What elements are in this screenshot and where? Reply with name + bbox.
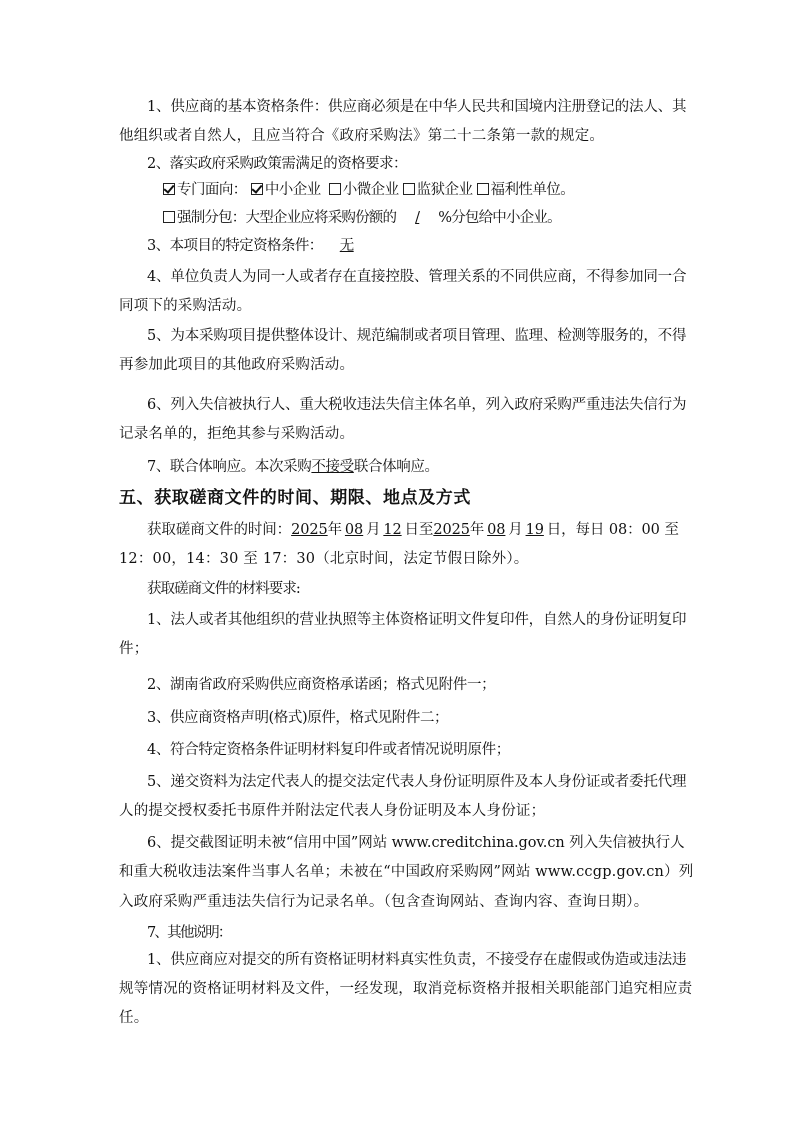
start-year: 2025 (291, 522, 328, 538)
micro-enterprise-label: 小微企业 (342, 182, 399, 198)
subcontract-suffix: %分包给中小企业。 (438, 210, 561, 226)
micro-enterprise-checkbox[interactable] (329, 183, 341, 195)
qual-item-6-line-1: 6、列入失信被执行人、重大税收违法失信主体名单，列入政府采购严重违法失信行为 (147, 397, 687, 413)
qual-item-5-line-2: 再参加此项目的其他政府采购活动。 (119, 357, 355, 373)
material-7-other: 7、其他说明： (147, 925, 231, 941)
qual-item-2: 2、落实政府采购政策需满足的资格要求： (147, 156, 408, 172)
subcontract-line (163, 208, 723, 228)
note-1-line-3: 任。 (119, 1010, 149, 1026)
daily-hours-text: 日，每日 08：00 至 (546, 522, 679, 538)
prison-enterprise-label: 监狱企业 (416, 182, 473, 198)
qual-item-7-prefix: 7、联合体响应。本次采购 (147, 459, 312, 475)
qual-item-1-line-2: 他组织或者自然人，且应当符合《政府采购法》第二十二条第一款的规定。 (119, 128, 605, 144)
material-6-line-3: 入政府采购严重违法失信行为记录名单。（包含查询网站、查询内容、查询日期）。 (119, 894, 649, 910)
welfare-unit-label: 福利性单位。 (490, 182, 575, 198)
material-1-line-2: 件； (119, 641, 149, 657)
qual-item-1-line-1: 1、供应商的基本资格条件：供应商必须是在中华人民共和国境内注册登记的法人、其 (147, 99, 687, 115)
qual-item-3 (147, 236, 707, 256)
subcontract-prefix: 强制分包：大型企业应将采购份额的 (177, 210, 397, 226)
material-5-line-2: 人的提交授权委托书原件并附法定代表人身份证明及本人身份证； (119, 803, 546, 819)
end-year: 2025 (433, 522, 470, 538)
material-6-line-2: 和重大税收违法案件当事人名单；未被在“中国政府采购网”网站 www.ccgp.gov.cn）列 (119, 864, 694, 880)
start-day: 12 (383, 522, 402, 538)
material-6-line-1: 6、提交截图证明未被“信用中国”网站 www.creditchina.gov.cn 列入失信被执行人 (147, 835, 685, 851)
sme-label: 中小企业 (264, 182, 321, 198)
end-day: 19 (525, 522, 544, 538)
qual-item-7 (147, 457, 707, 477)
qual-item-6-line-2: 记录名单的，拒绝其参与采购活动。 (119, 426, 355, 442)
material-3: 3、供应商资格声明(格式)原件，格式见附件二； (147, 710, 449, 726)
year-char: 年 (327, 522, 343, 538)
acquisition-time-line-1 (147, 520, 707, 540)
subcontract-share-value: / (415, 210, 420, 226)
to-char: 日至 (404, 522, 434, 538)
note-1-line-2: 规等情况的资格证明材料及文件，一经发现，取消竞标资格并报相关职能部门追究相应责 (119, 981, 693, 997)
note-1-line-1: 1、供应商应对提交的所有资格证明材料真实性负责，不接受存在虚假或伪造或违法违 (147, 952, 687, 968)
prison-enterprise-checkbox[interactable] (403, 183, 415, 195)
qual-item-7-suffix: 联合体响应。 (353, 459, 439, 475)
welfare-unit-checkbox[interactable] (477, 183, 489, 195)
qual-item-5-line-1: 5、为本采购项目提供整体设计、规范编制或者项目管理、监理、检测等服务的，不得 (147, 328, 687, 344)
acquisition-time-label: 获取磋商文件的时间： (147, 522, 292, 538)
end-month: 08 (487, 522, 506, 538)
sme-checkbox[interactable] (251, 183, 263, 195)
material-4: 4、符合特定资格条件证明材料复印件或者情况说明原件； (147, 742, 510, 758)
year-char-2: 年 (469, 522, 485, 538)
materials-title: 获取磋商文件的材料要求: (147, 581, 300, 597)
policy-dedicated-label: 专门面向： (177, 182, 247, 198)
special-qualification-value: 无 (339, 238, 354, 254)
policy-dedicated-checkbox[interactable] (163, 183, 175, 195)
material-5-line-1: 5、递交资料为法定代表人的提交法定代表人身份证明原件及本人身份证或者委托代理 (147, 774, 687, 790)
qual-item-4-line-2: 同项下的采购活动。 (119, 298, 252, 314)
month-char-2: 月 (508, 522, 523, 538)
qual-item-3-label: 3、本项目的特定资格条件： (147, 238, 323, 254)
qual-item-4-line-1: 4、单位负责人为同一人或者存在直接控股、管理关系的不同供应商，不得参加同一合 (147, 269, 687, 285)
consortium-value: 不接受 (311, 459, 354, 475)
acquisition-time-line-2: 12：00，14：30 至 17：30（北京时间，法定节假日除外）。 (119, 551, 529, 567)
start-month: 08 (344, 522, 364, 538)
material-2: 2、湖南省政府采购供应商资格承诺函；格式见附件一； (147, 677, 496, 693)
policy-options-line (163, 180, 723, 200)
month-char: 月 (366, 522, 381, 538)
section-5-heading: 五、获取磋商文件的时间、期限、地点及方式 (119, 488, 471, 508)
material-1-line-1: 1、法人或者其他组织的营业执照等主体资格证明文件复印件，自然人的身份证明复印 (147, 612, 687, 628)
subcontract-checkbox[interactable] (163, 211, 175, 223)
